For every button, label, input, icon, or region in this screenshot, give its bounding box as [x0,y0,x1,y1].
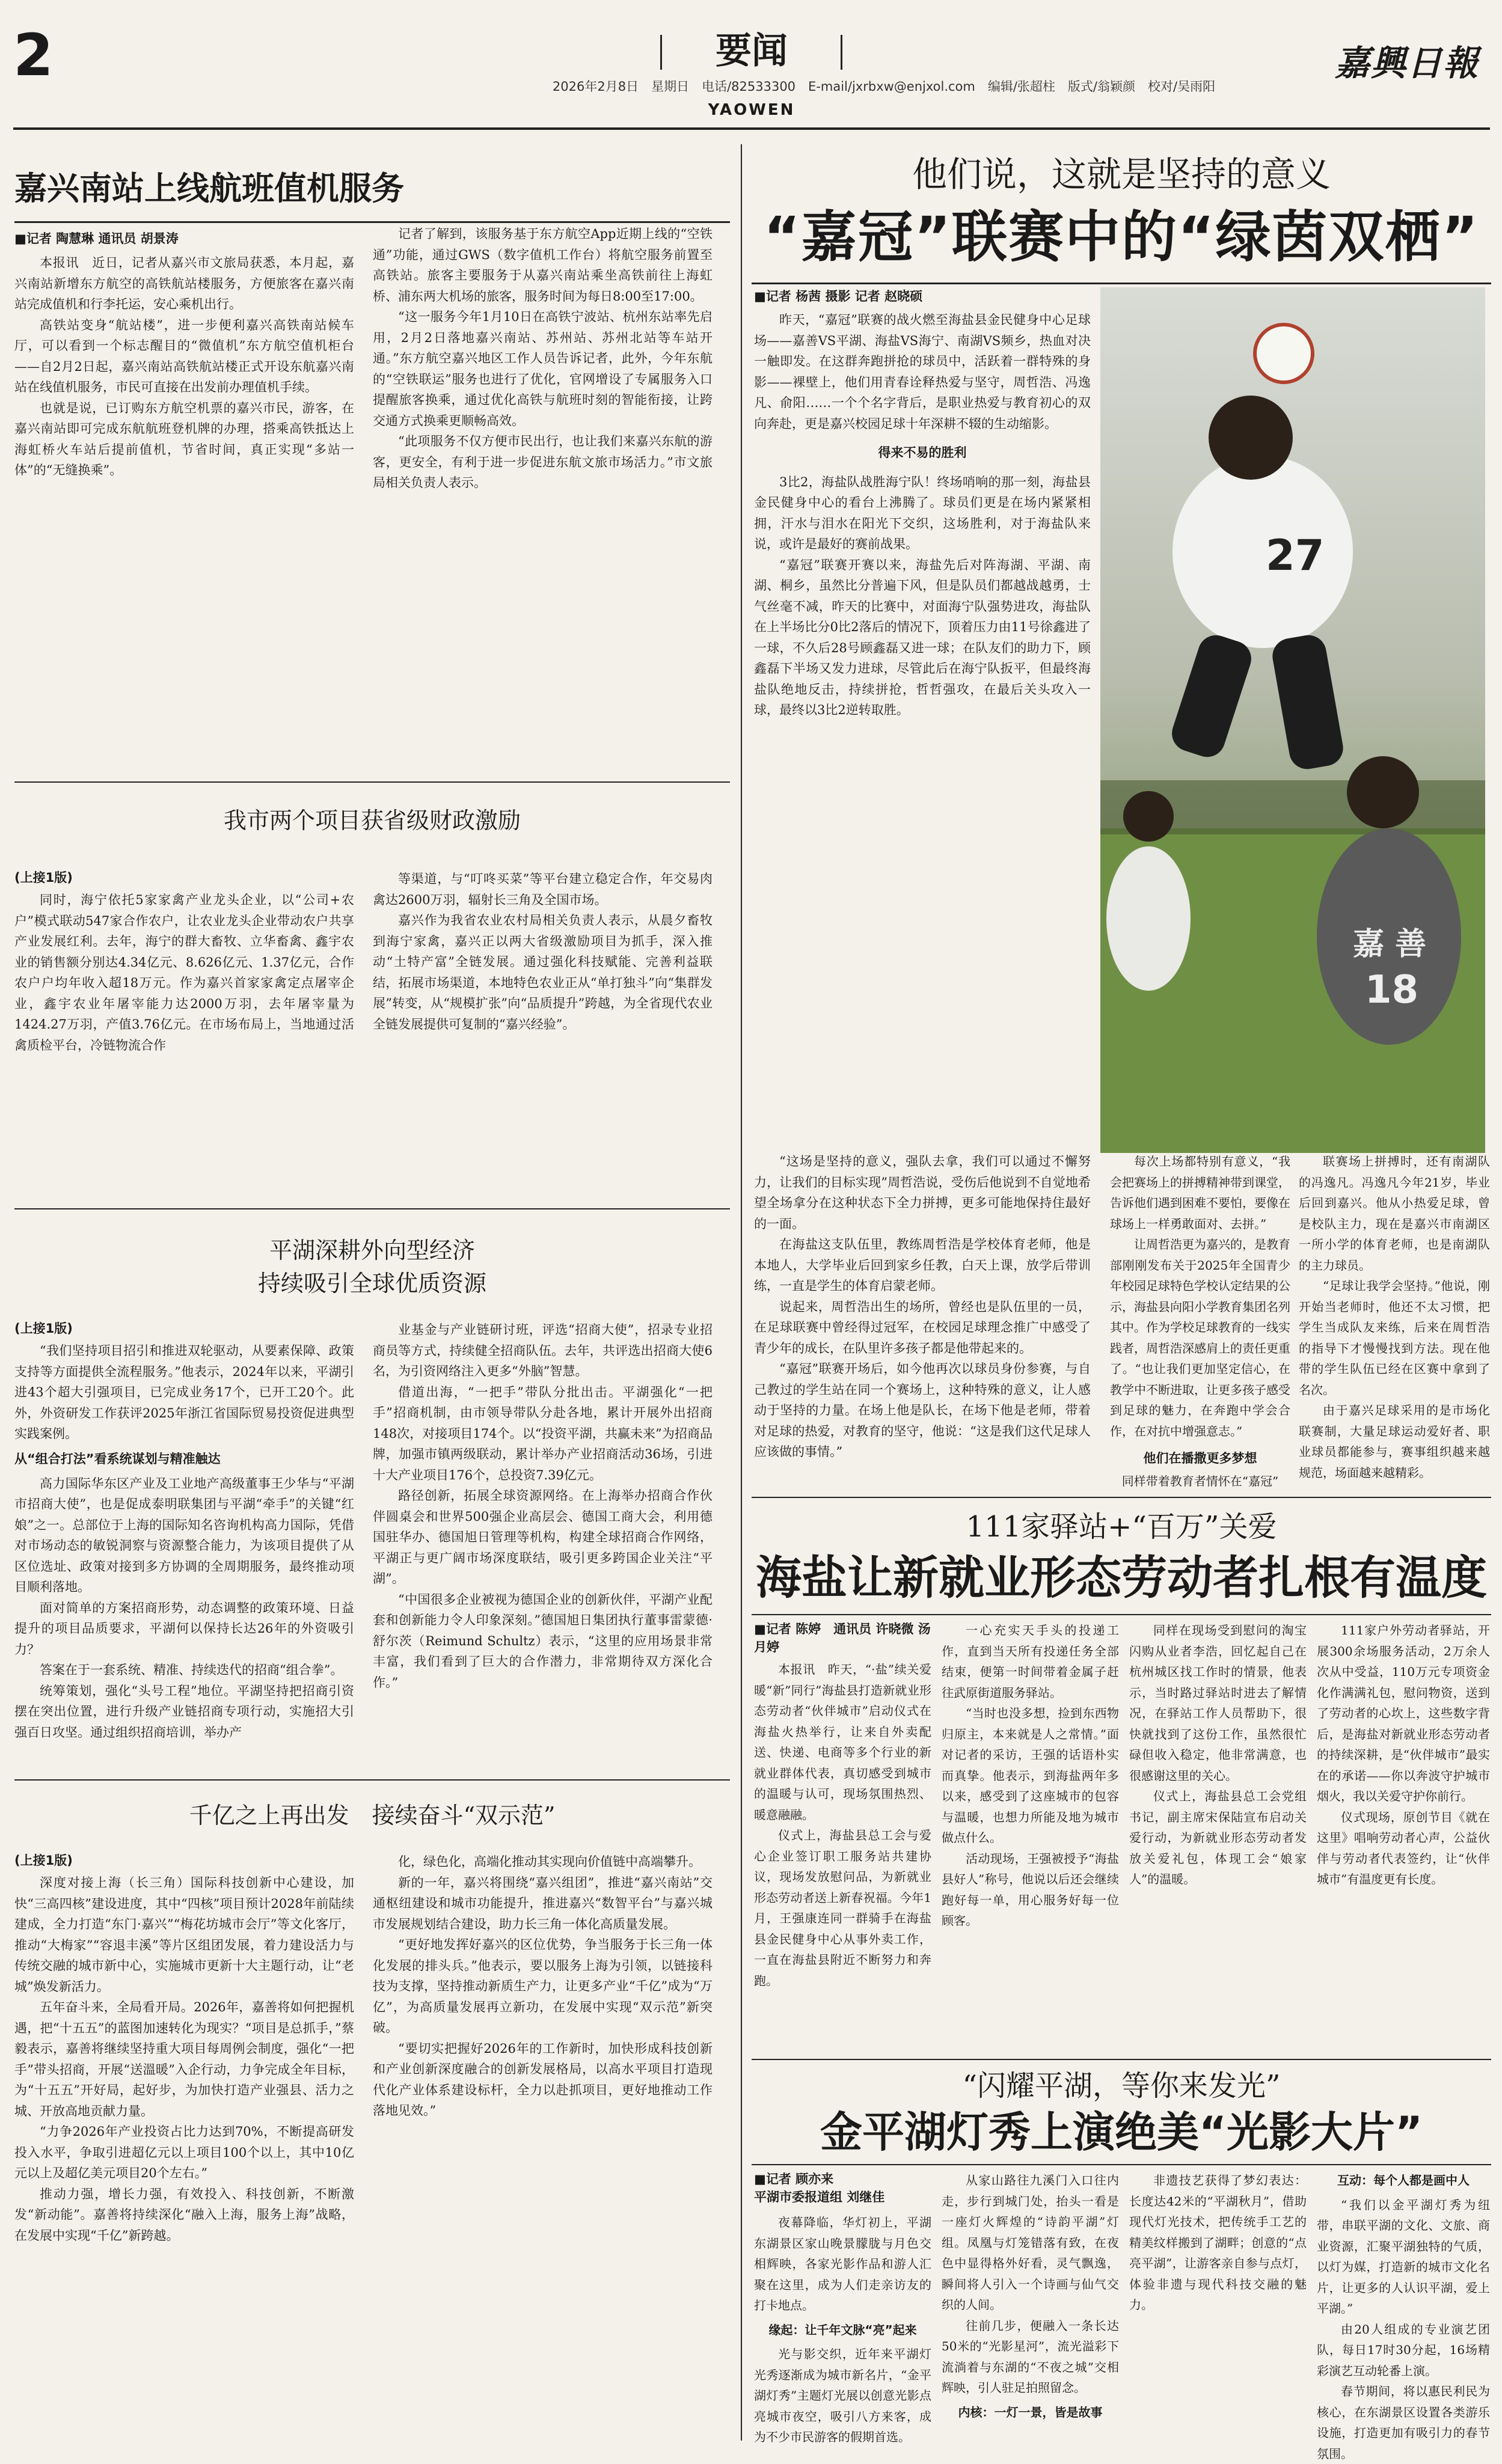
paragraph: 往前几步，便融入一条长达50米的“光影星河”，流光溢彩下流淌着与东湖的“不夜之城”交相辉映，引人驻足拍照留念。 [942,2318,1119,2395]
subheading: 内核：一灯一景，皆是故事 [958,2404,1103,2420]
station-col-2 [373,224,713,763]
column-separator [741,144,742,2441]
paragraph: 一心充实天手头的投递工作，直到当天所有投递任务全部结束，便第一时间带着金属子赶往武原街道服务驿站。 [942,1623,1119,1700]
masthead-rule [13,127,1490,130]
caption-note: 同样带着教育者情怀在“嘉冠” [1110,1472,1290,1489]
paragraph: 夜幕降临，华灯初上，平湖东湖景区家山晚景朦胧与月色交相辉映，各家光影作品和游人汇聚在这里，成为人们走亲访友的打卡地点。 [754,2215,931,2313]
paragraph: “足球让我学会坚持。”他说，刚开始当老师时，他还不太习惯，把学生当成队友来练，后来在周哲浩的指导下才慢慢找到方法。现在他带的学生队伍已经在区赛中拿到了名次。 [1299,1279,1490,1397]
headline-funding: 我市两个项目获省级财政激励 [223,807,521,834]
headline-labor: 海盐让新就业形态劳动者扎根有温度 [756,1551,1487,1604]
svg-text:嘉 善: 嘉 善 [1353,926,1427,962]
svg-text:18: 18 [1365,968,1419,1012]
funding-col-2 [373,869,713,1196]
jiaguan-col-3 [1110,1151,1290,1488]
paragraph: 嘉兴作为我省农业农村局相关负责人表示，从晨夕畜牧到海宁家禽，嘉兴正以两大省级激励项目为抓手，深入推动“土特产富”全链发展。通过强化科技赋能、完善利益联结，拓展市场渠道，本地特色农业正从“单打独斗”向“集群发展”转变，从“规模扩张”向“品质提升”跨越，为全省现代农业全链发展提供可复制的“嘉兴经验”。 [373,913,713,1032]
headline-station: 嘉兴南站上线航班值机服务 [14,169,404,207]
paragraph: 活动现场，王强被授予“海盐县好人”称号，他说以后还会继续跑好每一单，用心服务好每一位顾客。 [942,1851,1119,1928]
paragraph: 111家户外劳动者驿站，开展300余场服务活动，2万余人次从中受益，110万元专项资金化作满满礼包，慰问物资，送到了劳动者的心坎上，这些数字背后，是海盐对新就业形态劳动者的持续深耕，是“伙伴城市”最实在的承诺——你以奔波守护城市烟火，我以关爱守护你前行。 [1317,1623,1490,1803]
section-title: 要闻 [716,30,788,72]
paragraph: 由20人组成的专业演艺团队，每日17时30分起，16场精彩演艺互动轮番上演。 [1317,2322,1490,2378]
byline-lights-1: ■记者 顾亦来 [754,2172,834,2186]
headline-lights: 金平湖灯秀上演绝美“光影大片” [820,2108,1423,2157]
page-number: 2 [13,22,54,89]
byline-funding: (上接1版) [14,870,73,885]
labor-col-1 [754,1659,931,2050]
byline-lights-2: 平湖市委报道组 刘继佳 [754,2190,885,2204]
lights-col-2 [942,2170,1119,2444]
paragraph: “中国很多企业被视为德国企业的创新伙伴，平湖产业配套和创新能力令人印象深刻。”德国旭日集团执行董事雷蒙德·舒尔茨（Reimund Schultz）表示，“这里的应用场景非常丰富，我们看到了巨大的合作潜力，非常期待双方深化合作。” [373,1592,713,1690]
paragraph: 业基金与产业链研讨班，评选“招商大使”，招录专业招商员等方式，持续健全招商队伍。去年，共评选出招商大使6名，为引资网络注入更多“外脑”智慧。 [373,1322,713,1378]
paragraph: 五年奋斗来，全局看开局。2026年，嘉善将如何把握机遇，把“十五五”的蓝图加速转化为现实？“项目是总抓手，”蔡毅表示，嘉善将继续坚持重大项目每周例会制度，强化“一把手”带头招商，开展“送溫暖”入企行动，力争完成全年目标，为“十五五”开好局，起好步，为加快打造产业强县、活力之城、开放高地贡献力量。 [14,2000,354,2118]
paragraph: 同样在现场受到慰问的淘宝闪购从业者李浩，回忆起自己在杭州城区找工作时的情景，他表示，当时路过驿站时进去了解情况，在驿站工作人员帮助下，很快就找到了这份工作，虽然很忙碌但收入稳定，他非常满意，也很感谢这里的关心。 [1129,1623,1307,1783]
paragraph: 化，绿色化，高端化推动其实现向价值链中高端攀升。 [398,1854,701,1869]
subheading: 互动：每个人都是画中人 [1337,2173,1470,2187]
paragraph: 面对简单的方案招商形势，动态调整的政策环境、日益提升的项目品质要求，平湖何以保持长达26年的外资吸引力？ [14,1600,354,1657]
header-divider-right [841,35,842,70]
paragraph: 借道出海，“一把手”带队分批出击。平湖强化“一把手”招商机制，由市领导带队分赴各地，累计开展外出招商148次，对接项目174个。以“投资平湖，共赢未来”为招商品牌，加强市镇两级联动，累计举办产业招商活动36场，引进十大产业项目176个，总投资7.39亿元。 [373,1384,713,1482]
paragraph: “这一服务今年1月10日在高铁宁波站、杭州东站率先启用，2月2日落地嘉兴南站、苏州站、苏州北站等车站开通。”东方航空嘉兴地区工作人员告诉记者，此外，今年东航的“空铁联运”服务也进行了优化，官网增设了专属服务入口提醒旅客换乘，通过优化高铁与航班时刻的智能衔接，让跨交通方式换乘更顺畅高效。 [373,310,713,428]
paragraph: “更好地发挥好嘉兴的区位优势，争当服务于长三角一体化发展的排头兵。”他表示，要以服务上海为引领，以链接科技为支撑，坚持推动新质生产力，让更多产业“千亿”成为“万亿”，为高质量发展再立新功，在发展中实现“双示范”新突破。 [373,1937,713,2035]
paragraph: 答案在于一套系统、精准、持续迭代的招商“组合拳”。 [40,1663,343,1677]
qianzhi-col-1 [14,1872,354,2444]
labor-bottom-rule [752,2059,1491,2060]
labor-col-3 [1129,1620,1307,2050]
paragraph: 从家山路往九溪门入口往内走，步行到城门处，抬头一看是一座灯火辉煌的“诗韵平湖”灯组。凤凰与灯笼错落有致，在夜色中显得格外好看，灵气飘逸，瞬间将人引入一个诗画与仙气交织的人间。 [942,2173,1119,2312]
lights-col-1 [754,2212,931,2444]
paragraph: 说起来，周哲浩出生的场所，曾经也是队伍里的一员，在足球联赛中曾经得过冠军，在校园足球理念推广中感受了青少年的成长，在队里许多孩子都是他带起来的。 [754,1299,1091,1356]
paragraph: 光与影交织，近年来平湖灯光秀逐渐成为城市新名片，“金平湖灯秀”主题灯光展以创意光影点亮城市夜空，吸引八方来客，成为不少市民游客的假期首选。 [754,2347,931,2444]
date-line: 2026年2月8日 星期日 电话/82533300 E-mail/jxrbxw@enjxol.com 编辑/张超柱 版式/翁颖颜 校对/吴雨阳 [552,79,1216,94]
paragraph: 在海盐这支队伍里，教练周哲浩是学校体育老师，他是本地人，大学毕业后回到家乡任教，白天上课，放学后带训练，一直是学生的体育启蒙老师。 [754,1237,1091,1293]
svg-text:27: 27 [1266,531,1325,580]
pinghu-col-1 [14,1341,354,1767]
pinghu-bottom-rule [14,1779,730,1781]
newspaper-logo: 嘉興日報 [1335,43,1480,84]
paragraph: 仪式上，海盐县总工会党组书记，副主席宋保陆宣布启动关爱行动，为新就业形态劳动者发放关爱礼包，体现工会“娘家人”的温暖。 [1129,1789,1307,1886]
paragraph: 由于嘉兴足球采用的是市场化联赛制，大量足球运动爱好者、职业球员都能参与，赛事组织越来越规范，场面越来越精彩。 [1299,1403,1490,1480]
funding-col-1 [14,890,354,1196]
paragraph: 统筹策划，强化“头号工程”地位。平湖坚持把招商引资摆在突出位置，进行升级产业链招商专项行动，实施招大引强百日攻坚。通过组织招商培训，举办产 [14,1683,354,1740]
paragraph: “要切实把握好2026年的工作新时，加快形成科技创新和产业创新深度融合的创新发展格局，以高水平项目打造现代化产业体系建设标杆，全力以赴抓项目，更好地推动工作落地见效。” [373,2041,713,2118]
paragraph: 也就是说，已订购东方航空机票的嘉兴市民，游客，在嘉兴南站即可完成东航航班登机牌的办理，搭乘高铁抵达上海虹桥火车站后提前值机，节省时间，真正实现“多站一体”的“无缝换乘”。 [14,400,354,477]
paragraph: “我们坚持项目招引和推进双轮驱动，从要素保障、政策支持等方面提供全流程服务。”他表示，2024年以来，平湖引进43个超大引强项目，已完成业务17个，已开工20个。此外，外资研发工作获评2025年浙江省国际贸易投资促进典型实践案例。 [14,1344,354,1441]
section-pinyin: YAOWEN [708,101,795,119]
paragraph: 仪式上，海盐县总工会与爱心企业签订职工服务站共建协议，现场发放慰问品，为新就业形态劳动者送上新春祝福。今年1月，王强康连同一群骑手在海盐县金民健身中心从事外卖工作，一直在海盐县附近不断努力和奔跑。 [754,1828,931,1988]
football-photo [1100,287,1485,1153]
paragraph: 本报讯 昨天，“·盐”续关爱暖“新”同行”海盐县打造新就业形态劳动者“伙伴城市”启动仪式在海盐火热举行，让来自外卖配送、快递、电商等多个行业的新就业群体代表，真切感受到城市的温暖与认可，现场氛围热烈、暖意融融。 [754,1662,931,1822]
paragraph: “当时也没多想，捡到东西物归原主，本来就是人之常情。”面对记者的采访，王强的话语朴实而真挚。他表示，到海盐两年多以来，感受到了这座城市的包容与温暖，也想力所能及地为城市做点什么。 [942,1706,1119,1845]
jiaguan-col-1 [754,310,1091,1151]
pinghu-col-2 [373,1319,713,1767]
jiaguan-col-2 [754,1151,1091,1488]
jiaguan-col-4-visible [1299,1151,1490,1488]
funding-bottom-rule [14,1208,730,1209]
header-divider-left [660,35,662,70]
labor-col-2 [942,1620,1119,2050]
paragraph: 记者了解到，该服务基于东方航空App近期上线的“空铁通”功能，通过GWS（数字值机工作台）将航空服务前置至高铁站。旅客主要服务于从嘉兴南站乘坐高铁前往上海虹桥、浦东两大机场的旅客，服务时间为每日8:00至17:00。 [373,227,713,304]
paragraph: 让周哲浩更为嘉兴的，是教育部刚刚发布关于2025年全国青少年校园足球特色学校认定结果的公示，海盐县向阳小学教育集团名列其中。作为学校足球教育的一线实践者，周哲浩深感肩上的责任更重了。“也让我们更加坚定信心，在教学中不断进取，让更多孩子感受到足球的魅力，在奔跑中学会合作，在对抗中增强意志。” [1110,1237,1290,1438]
paragraph: 新的一年，嘉兴将围绕“嘉兴组团”，推进“嘉兴南站”交通枢纽建设和城市功能提升，推进嘉兴“数智平台”与嘉兴城市发展规划结合建设，助力长三角一体化高质量发展。 [373,1875,713,1931]
paragraph: “我们以金平湖灯秀为纽带，串联平湖的文化、文旅、商业资源，汇聚平湖独特的气质，以灯为媒，打造新的城市文化名片，让更多的人认识平湖，爱上平湖。” [1317,2197,1490,2316]
paragraph: “力争2026年产业投资占比力达到70%，不断提高研发投入水平，争取引进超亿元以上项目100个以上，其中10亿元以上及超亿美元项目20个左右。” [14,2124,354,2180]
paragraph: 路径创新，拓展全球资源网络。在上海举办招商合作伙伴圆桌会和世界500强企业高层会、德国工商大会，利用德国驻华办、德国旭日管理等机构，构建全球招商合作网络，平湖正与更广阔市场深度联结，吸引更多跨国企业关注“平湖”。 [373,1488,713,1586]
lights-rule [752,2164,1491,2165]
subheading: 他们在播撒更多梦想 [1110,1449,1290,1467]
subheading: 缘起：让千年文脉“亮”起来 [768,2322,917,2337]
byline-jiaguan: ■记者 杨茜 摄影 记者 赵晓硕 [754,289,923,304]
station-col-1 [14,252,354,763]
headline-pinghu-line2: 持续吸引全球优质资源 [257,1270,486,1297]
paragraph: 3比2，海盐队战胜海宁队！终场哨响的那一刻，海盐县金民健身中心的看台上沸腾了。球员们更是在场内紧紧相拥，汗水与泪水在阳光下交织，这场胜利，对于海盐队来说，或许是最好的赛前战果。 [754,474,1091,551]
jiaguan-bottom-rule [752,1497,1491,1498]
byline-labor: ■记者 陈婷 通讯员 许晓微 汤月婷 [754,1622,931,1654]
subheading: 从“组合打法”看系统谋划与精准触达 [14,1451,221,1466]
headline-qianzhi: 千亿之上再出发 接续奋斗“双示范” [189,1802,556,1829]
station-bottom-rule [14,781,730,783]
labor-col-4 [1317,1620,1490,2050]
paragraph: 本报讯 近日，记者从嘉兴市文旅局获悉，本月起，嘉兴南站新增东方航空的高铁航站楼服务，方便旅客在嘉兴南站完成值机和行李托运，安心乘机出行。 [14,255,354,311]
paragraph: 高铁站变身“航站楼”，进一步便利嘉兴高铁南站候车厅，可以看到一个标志醒目的“微值机”东方航空值机柜台——自2月2日起，嘉兴南站高铁航站楼正式开设东航嘉兴南站在线值机服务，市民可直接在出发前办理值机手续。 [14,317,354,394]
paragraph: “此项服务不仅方便市民出行，也让我们来嘉兴东航的游客，更安全，有利于进一步促进东航文旅市场活力。”市文旅局相关负责人表示。 [373,434,713,490]
paragraph: 春节期间，将以惠民利民为核心，在东湖景区设置各类游乐设施，打造更加有吸引力的春节氛围。 [1317,2384,1490,2461]
paragraph: 昨天，“嘉冠”联赛的战火燃至海盐县金民健身中心足球场——嘉善VS平湖、海盐VS海宁、南湖VS频乡，热血对决一触即发。在这群奔跑拼抢的球员中，活跃着一群特殊的身影——裸壁上，他们用青春诠释热爱与坚守，周哲浩、冯逸凡、俞阳……一个个名字背后，是职业热爱与教育初心的双向奔赴，更是嘉兴校园足球十年深耕不辍的生动缩影。 [754,313,1091,431]
paragraph: 非遗技艺获得了梦幻表达：长度达42米的“平湖秋月”，借助现代灯光技术，把传统手工艺的精美纹样搬到了湖畔；创意的“点亮平湖”，让游客亲自参与点灯，体验非遗与现代科技交融的魅力。 [1129,2173,1307,2312]
lights-col-3 [1129,2170,1307,2444]
paragraph: 联赛场上拼搏时，还有南湖队的冯逸凡。冯逸凡今年21岁，毕业后回到嘉兴。他从小热爱足球，曾是校队主力，现在是嘉兴市南湖区一所小学的体育老师，也是南湖队的主力球员。 [1299,1154,1490,1273]
byline-station: ■记者 陶慧琳 通讯员 胡景涛 [14,231,179,246]
paragraph: 同时，海宁依托5家家禽产业龙头企业，以“公司+农户”模式联动547家合作农户，让农业龙头企业带动农户共享产业发展红利。去年，海宁的群大畜牧、立华畜禽、鑫宇农业的销售额分别达4.34亿元、8.626亿元、1.37亿元，合作农户户均年收入超18万元。作为嘉兴首家家禽定点屠宰企业，鑫宇农业年屠宰能力达2000万羽，去年屠宰量为1424.27万羽，产值3.76亿元。在市场布局上，当地通过活禽质检平台，冷链物流合作 [14,893,354,1053]
kicker-labor: 111家驿站+“百万”关爱 [966,1510,1277,1544]
paragraph: 深度对接上海（长三角）国际科技创新中心建设，加快“三高四核”建设进度，其中“四核”项目预计2028年前陆续建成，全力打造“东门·嘉兴”“梅花坊城市会厅”等文化客厅，推动“大梅家”“容退丰溪”等片区组团发展，着力建设活力与传统交融的城市新中心，实施城市更新十大主题行动，让“老城”焕发新活力。 [14,1876,354,1994]
qianzhi-col-2 [373,1851,713,2444]
paragraph: 高力国际华东区产业及工业地产高级董事王少华与“平湖市招商大使”，也是促成泰明联集团与平湖“牵手”的关键“红娘”之一。总部位于上海的国际知名咨询机构高力国际，凭借对市场动态的敏锐洞察与资源整合能力，为该项目提供了从区位选址、政策对接到多方协调的全周期服务，最终推动项目顺利落地。 [14,1476,354,1594]
subheading: 得来不易的胜利 [878,445,967,460]
paragraph: 推动力强，增长力强，有效投入、科技创新，不断激发“新动能”。嘉善将持续深化“融入上海，服务上海”战略，在发展中实现“千亿”新跨越。 [14,2186,354,2243]
byline-qianzhi: (上接1版) [14,1853,73,1868]
kicker-lights: “闪耀平湖，等你来发光” [962,2069,1281,2103]
paragraph: “嘉冠”联赛开赛以来，海盐先后对阵海湖、平湖、南湖、桐乡，虽然比分普遍下风，但是队员们都越战越勇，士气丝毫不减，昨天的比赛中，对面海宁队强势进攻，海盐队在上半场比分0比2落后的情况下，顶着压力由11号徐鑫进了一球，不久后28号顾鑫磊又进一球；在队友们的助力下，顾鑫磊下半场又发力进球，尽管此后在海宁队扳平，但最终海盐队绝地反击，持续拼抢，哲哲强攻，在最后关头攻入一球，最终以3比2逆转取胜。 [754,557,1091,717]
paragraph: 仪式现场，原创节目《就在这里》唱响劳动者心声，公益伙伴与劳动者代表签约，让“伙伴城市”有温度更有长度。 [1317,1809,1490,1886]
lights-col-4 [1317,2170,1490,2461]
jiaguan-rule [752,283,1491,284]
kicker-jiaguan: 他们说，这就是坚持的意义 [912,154,1331,195]
byline-pinghu: (上接1版) [14,1321,73,1336]
headline-pinghu-line1: 平湖深耕外向型经济 [269,1237,475,1264]
paragraph: 每次上场都特别有意义，“我会把赛场上的拼搏精神带到课堂，告诉他们遇到困难不要怕，要像在球场上一样勇敢面对、去拼。” [1110,1154,1290,1231]
labor-rule [752,1614,1491,1615]
paragraph: “这场是坚持的意义，强队去拿，我们可以通过不懈努力，让我们的目标实现”周哲浩说，受伤后他说到不自觉地希望全场拿分在这种状态下全力拼搏，更多可能地保持住最好的一面。 [754,1154,1091,1231]
paragraph: 等渠道，与“叮咚买菜”等平台建立稳定合作，年交易肉禽达2600万羽，辐射长三角及全国市场。 [373,872,713,907]
paragraph: “嘉冠”联赛开场后，如今他再次以球员身份参赛，与自己教过的学生站在同一个赛场上，这种特殊的意义，让人感动于坚持的力量。在场上他是队长，在场下他是老师，带着对足球的热爱，对教育的坚守，他说：“这是我们这代足球人应该做的事情。” [754,1362,1091,1459]
station-rule [14,221,730,223]
headline-jiaguan: “嘉冠”联赛中的“绿茵双栖” [764,205,1479,269]
